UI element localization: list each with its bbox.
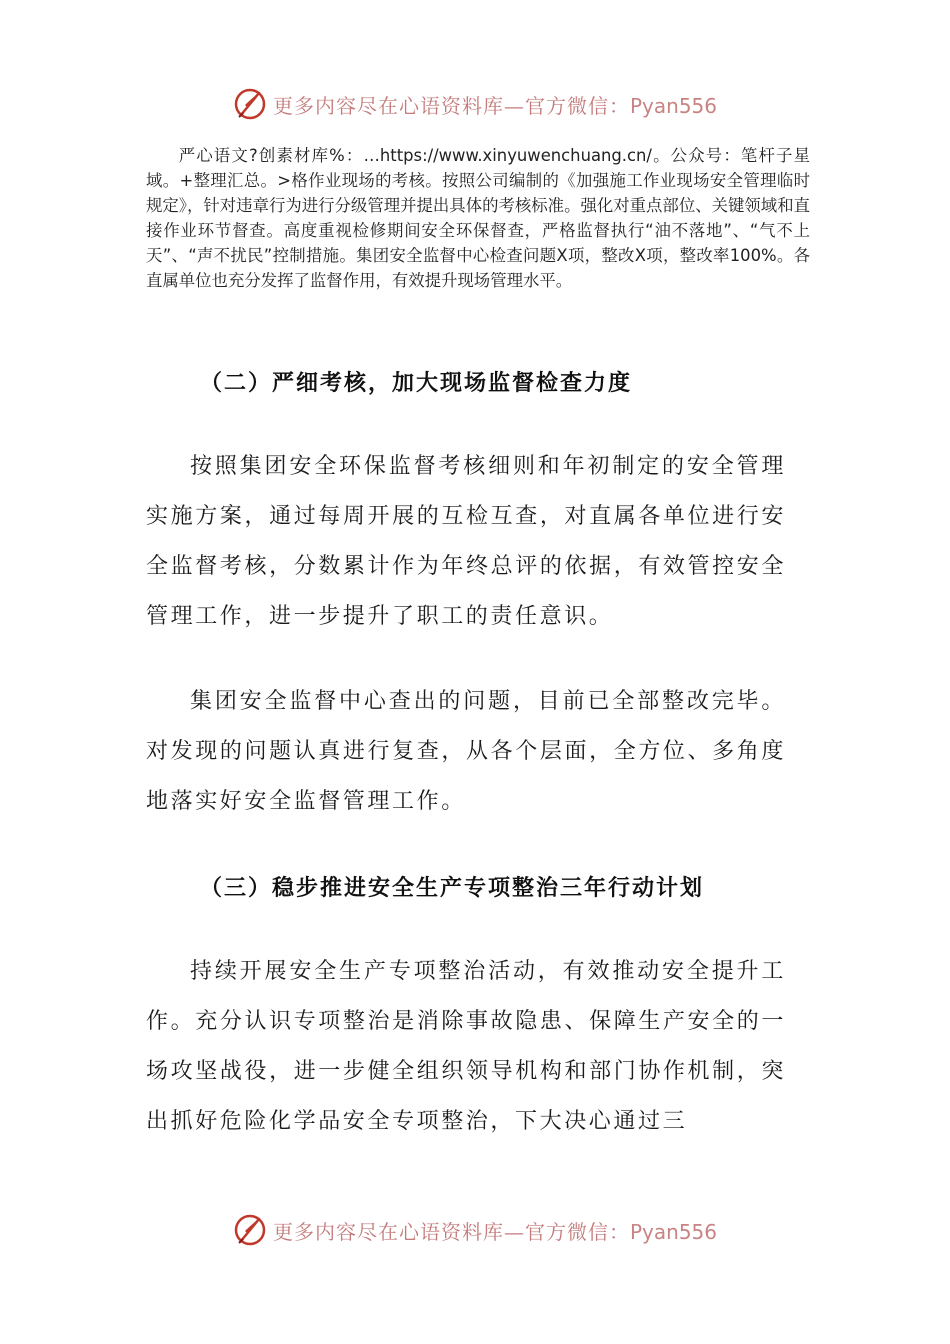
footer-banner-brand: Pyan556 [629,1219,717,1244]
footer-banner [0,1210,950,1250]
header-banner-text [273,90,717,119]
section2-heading: （二）严细考核，加大现场监督检查力度 [200,371,633,396]
footer-banner-text [273,1216,717,1245]
intro-paragraph: 严心语文?创素材库%：…https://www.xinyuwenchuang.cn/。公众号：笔杆子星域。+整理汇总。>格作业现场的考核。按照公司编制的《加强施工作业现场安全管理临时规定》，针对违章行为进行分级管理并提出具体的考核标准。强化对重点部位、关键领域和直接作业环节督查。高度重视检修期间安全环保督查，严格监督执行“油不落地”、“气不上天”、“声不扰民”控制措施。集团安全监督中心检查问题X项，整改X项，整改率100%。各直属单位也充分发挥了监督作用，有效提升现场管理水平。 [146,146,810,290]
footer-banner-main: 更多内容尽在心语资料库—官方微信： [272,1219,630,1244]
quill-logo-icon [233,87,267,121]
header-banner-brand: Pyan556 [629,93,717,118]
header-banner [0,84,950,124]
section3-heading: （三）稳步推进安全生产专项整治三年行动计划 [200,876,705,901]
section2-paragraph-1: 按照集团安全环保监督考核细则和年初制定的安全管理实施方案，通过每周开展的互检互查，对直属各单位进行安全监督考核，分数累计作为年终总评的依据，有效管控安全管理工作，进一步提升了职工的责任意识。 [146,454,786,629]
section3-paragraph-1: 持续开展安全生产专项整治活动，有效推动安全提升工作。充分认识专项整治是消除事故隐患、保障生产安全的一场攻坚战役，进一步健全组织领导机构和部门协作机制，突出抓好危险化学品安全专项整治，下大决心通过三 [146,959,786,1134]
header-banner-main: 更多内容尽在心语资料库—官方微信： [272,93,630,118]
quill-logo-icon [233,1213,267,1247]
section2-paragraph-2: 集团安全监督中心查出的问题，目前已全部整改完毕。对发现的问题认真进行复查，从各个层面，全方位、多角度地落实好安全监督管理工作。 [146,689,786,814]
